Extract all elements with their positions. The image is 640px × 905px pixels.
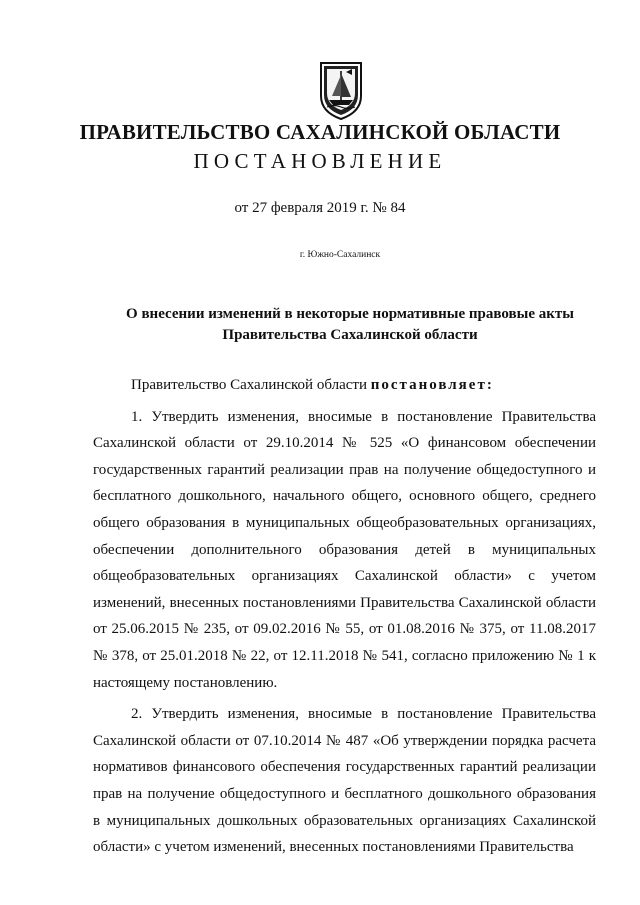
intro-prefix: Правительство Сахалинской области [131,377,371,393]
document-city: г. Южно-Сахалинск [299,250,381,260]
document-body [93,372,596,861]
subject-line-2: Правительства Сахалинской области [222,327,478,343]
subject-line-1: О внесении изменений в некоторые нормативные правовые акты [126,306,574,322]
document-date-number: от 27 февраля 2019 г. № 84 [234,200,406,216]
sakhalin-coat-of-arms-icon [318,60,364,122]
document-type: ПОСТАНОВЛЕНИЕ [193,149,447,173]
paragraph-1: 1. Утвердить изменения, вносимые в постановление Правительства Сахалинской области от 29.10.2014 № 525 «О финансовом обеспечении государственных гарантий реализации прав на получение общедоступного и бесплатного дошкольного, начального общего, основного общего, среднего общего образования в муниципальных общеобразовательных организациях, обеспечении дополнительного образования детей в муниципальных общеобразовательных организациях Сахалинской области» с учетом изменений, внесенных постановлениями Правительства Сахалинской области от 25.06.2015 № 235, от 09.02.2016 № 55, от 01.08.2016 № 375, от 11.08.2017 № 378, от 25.01.2018 № 22, от 12.11.2018 № 541, согласно приложению № 1 к настоящему постановлению. [93,408,596,691]
intro-verb: постановляет: [370,377,494,393]
intro-paragraph [93,372,596,399]
organization-title: ПРАВИТЕЛЬСТВО САХАЛИНСКОЙ ОБЛАСТИ [79,120,561,144]
paragraph-2: 2. Утвердить изменения, вносимые в постановление Правительства Сахалинской области от 07.10.2014 № 487 «Об утверждении порядка расчета нормативов финансового обеспечения государственных гарантий реализации прав на получение общедоступного и бесплатного дошкольного образования в муниципальных дошкольных образовательных организациях Сахалинской области» с учетом изменений, внесенных постановлениями Правительства [93,706,596,856]
document-subject [80,304,620,346]
